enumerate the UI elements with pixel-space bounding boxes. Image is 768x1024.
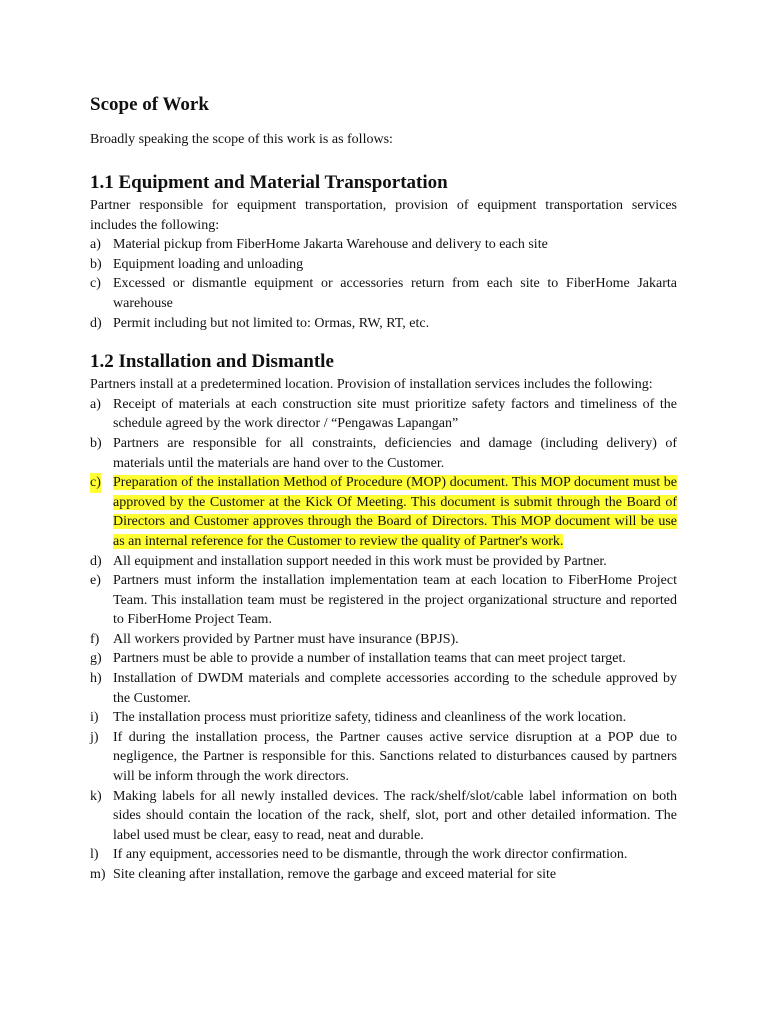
list-item-text: All workers provided by Partner must have insurance (BPJS). (113, 631, 459, 647)
section-heading-transportation: 1.1 Equipment and Material Transportation (90, 172, 448, 193)
list-marker: k) (90, 788, 102, 804)
list-item (90, 630, 677, 650)
section-transportation (90, 170, 677, 333)
list-marker: i) (90, 710, 99, 726)
list-item-text: Excessed or dismantle equipment or accessories return from each site to FiberHome Jakarta warehouse (113, 276, 677, 311)
list-marker: a) (90, 237, 101, 253)
section-lead-transportation: Partner responsible for equipment transportation, provision of equipment transportation services includes the following: (90, 198, 677, 233)
list-item-text: If during the installation process, the Partner causes active service disruption at a POP due to negligence, the Partner is responsible for this. Sanctions related to disturbances caused by partners will be inform through the work directors. (113, 729, 677, 785)
list-marker: f) (90, 631, 100, 647)
list-item-text: Partners must inform the installation implementation team at each location to FiberHome Project Team. This installation team must be registered in the project organizational structure and reported to FiberHome Project Team. (113, 573, 677, 628)
list-item (90, 395, 677, 434)
list-item-highlighted (90, 473, 677, 551)
installation-list (90, 395, 677, 885)
section-installation (90, 349, 677, 884)
list-item (90, 708, 677, 728)
list-item-text: Material pickup from FiberHome Jakarta Warehouse and delivery to each site (113, 237, 548, 253)
list-item-text: Equipment loading and unloading (113, 256, 304, 272)
list-item (90, 255, 677, 275)
list-item (90, 571, 677, 630)
list-item (90, 434, 677, 473)
list-item-text: Partners are responsible for all constraints, deficiencies and damage (including delivery) of materials until the materials are hand over to the Customer. (113, 435, 677, 471)
list-marker: d) (90, 315, 102, 331)
list-marker: m) (90, 867, 106, 882)
list-item (90, 787, 677, 846)
list-marker: l) (90, 847, 99, 863)
document-page (90, 92, 677, 885)
list-item (90, 274, 677, 313)
list-item (90, 865, 677, 885)
list-item-text: Making labels for all newly installed devices. The rack/shelf/slot/cable label information on both sides should contain the location of the rack, shelf, slot, port and other detailed information. The label used must be clear, easy to read, neat and durable. (113, 788, 677, 843)
list-item (90, 669, 677, 708)
list-marker: g) (90, 651, 102, 667)
list-item-text: Receipt of materials at each construction site must prioritize safety factors and timeliness of the schedule agreed by the work director / “Pengawas Lapangan” (113, 396, 677, 432)
list-item (90, 235, 677, 255)
list-item-text: All equipment and installation support needed in this work must be provided by Partner. (113, 553, 607, 569)
transportation-list (90, 235, 677, 333)
list-item (90, 552, 677, 572)
document-title: Scope of Work (90, 94, 209, 115)
list-marker: e) (90, 573, 101, 589)
list-marker: a) (90, 396, 101, 412)
list-marker: c) (90, 276, 101, 292)
list-item-text: Site cleaning after installation, remove the garbage and exceed material for site (113, 867, 557, 882)
list-item-text: Permit including but not limited to: Ormas, RW, RT, etc. (113, 315, 430, 331)
section-heading-installation: 1.2 Installation and Dismantle (90, 351, 334, 373)
list-marker: b) (90, 256, 102, 272)
list-item-text: Partners must be able to provide a number of installation teams that can meet project target. (113, 651, 626, 667)
list-marker: b) (90, 435, 102, 451)
list-item (90, 314, 677, 334)
list-item (90, 728, 677, 787)
list-marker: j) (90, 729, 99, 745)
section-lead-installation: Partners install at a predetermined location. Provision of installation services includes the following: (90, 377, 653, 393)
list-item (90, 649, 677, 669)
intro-text: Broadly speaking the scope of this work is as follows: (90, 132, 393, 147)
list-marker: c) (90, 473, 101, 493)
list-item (90, 845, 677, 865)
list-marker: h) (90, 671, 102, 687)
list-item-text: If any equipment, accessories need to be dismantle, through the work director confirmation. (113, 847, 628, 863)
list-marker: d) (90, 553, 102, 569)
list-item-text: Installation of DWDM materials and complete accessories according to the schedule approved by the Customer. (113, 671, 677, 706)
highlighted-text: Preparation of the installation Method of Procedure (MOP) document. This MOP document must be approved by the Customer at the Kick Of Meeting. This document is submit through the Board of Directors and Customer approves through the Board of Directors. This MOP document will be use as an internal reference for the Customer to review the quality of Partner's work. (113, 475, 677, 549)
list-item-text: The installation process must prioritize safety, tidiness and cleanliness of the work location. (113, 710, 627, 726)
